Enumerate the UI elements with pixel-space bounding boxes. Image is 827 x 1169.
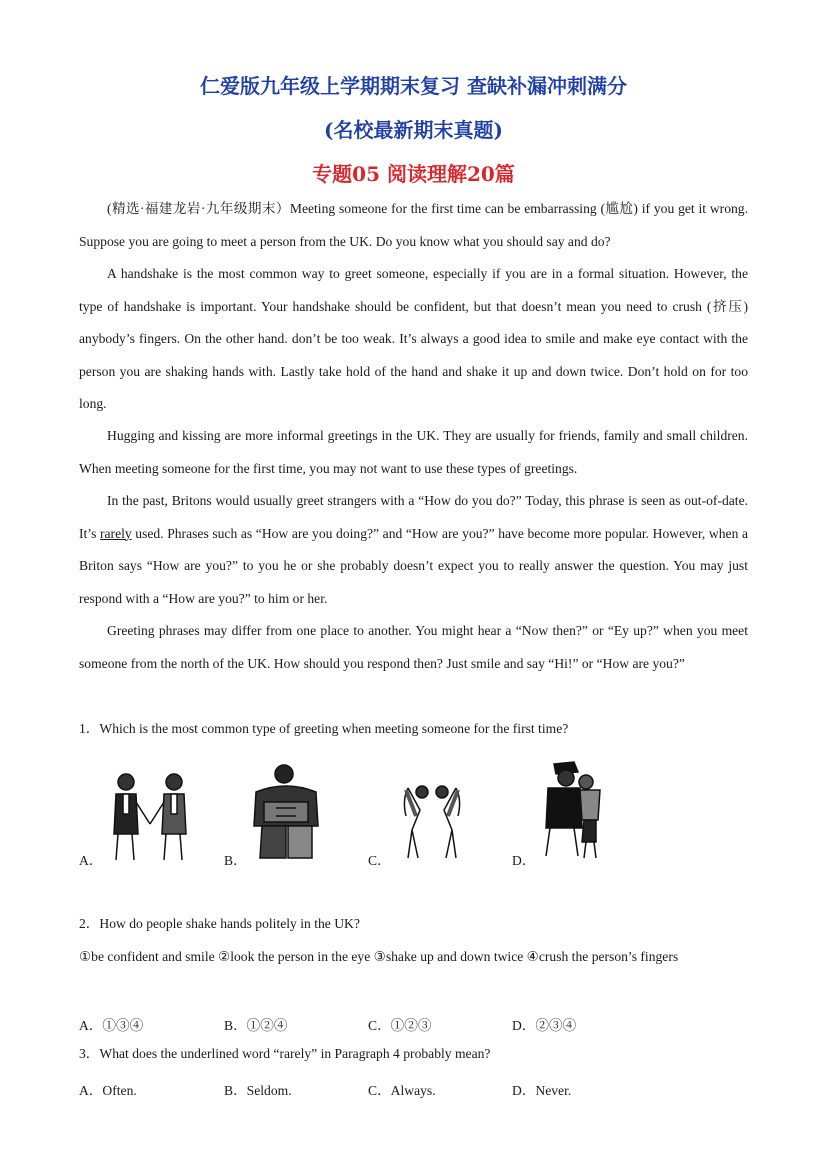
question-2-stem: 2．How do people shake hands politely in the UK?: [79, 916, 360, 931]
q1-option-d-label: D．: [512, 853, 536, 868]
paragraph-4-text-after: used. Phrases such as “How are you doing?” and “How are you?” have become more popular. However, when a Briton says “How are you?” to you he or she probably doesn’t expect you to really answer the question. You may just respond with a “How are you?” to him or her.: [79, 525, 749, 606]
q1-option-a-label: A．: [79, 853, 103, 868]
q2-option-a: A．①③④: [79, 1018, 144, 1033]
question-2-items: ①be confident and smile ②look the person in the eye ③shake up and down twice ④crush the person’s fingers: [79, 949, 679, 964]
q1-option-c-label: C．: [368, 853, 391, 868]
subtitle: (名校最新期末真题): [324, 118, 503, 142]
q3-option-c: C．Always.: [368, 1083, 436, 1098]
q2-option-c: C．①②③: [368, 1018, 432, 1033]
q3-option-b: B．Seldom.: [224, 1083, 292, 1098]
passage-paragraph-2: A handshake is the most common way to greet someone, especially if you are in a formal situation. However, the type of handshake is important. Your handshake should be confident, but that doesn’t mean you need to crush (挤压) anybody’s fingers. On the other hand. don’t be too weak. It’s always a good idea to smile and make eye contact with the person you are shaking hands with. Lastly take hold of the hand and shake it up and down twice. Don’t hold on for too long.: [79, 266, 748, 412]
q3-option-d: D．Never.: [512, 1083, 572, 1098]
question-3-stem: 3．What does the underlined word “rarely” in Paragraph 4 probably mean?: [79, 1046, 491, 1061]
topic-title: 专题05 阅读理解20篇: [312, 162, 515, 186]
q1-option-b-label: B．: [224, 853, 247, 868]
kiss-illustration: [534, 758, 614, 860]
handshake-illustration: [104, 768, 196, 864]
hug-illustration: [246, 762, 328, 862]
question-1-stem: 1．Which is the most common type of greeting when meeting someone for the first time?: [79, 721, 569, 736]
main-title: 仁爱版九年级上学期期末复习 查缺补漏冲刺满分: [200, 74, 627, 98]
underlined-word-rarely: rarely: [99, 525, 132, 541]
passage-paragraph-4: [79, 485, 748, 615]
passage-paragraph-1: (精选·福建龙岩·九年级期末）Meeting someone for the first time can be embarrassing (尴尬) if you get it wrong. Suppose you are going to meet a person from the UK. Do you know what you should say and do?: [79, 201, 748, 249]
q3-option-a: A．Often.: [79, 1083, 137, 1098]
q2-option-b: B．①②④: [224, 1018, 288, 1033]
passage-paragraph-5: Greeting phrases may differ from one place to another. You might hear a “Now then?” or “Ey up?” when you meet someone from the north of the UK. How should you respond then? Just smile and say “Hi!” or “How are you?”: [79, 623, 748, 671]
paragraph-4-text-before: In the past, Britons would usually greet strangers with a “How do you do?” Today, this phrase is seen as out-of-date. It’s: [79, 493, 748, 541]
bow-illustration: [392, 770, 472, 862]
passage-paragraph-3: Hugging and kissing are more informal greetings in the UK. They are usually for friends, family and small children. When meeting someone for the first time, you may not want to use these types of greetings.: [79, 428, 748, 476]
q2-option-d: D．②③④: [512, 1018, 577, 1033]
